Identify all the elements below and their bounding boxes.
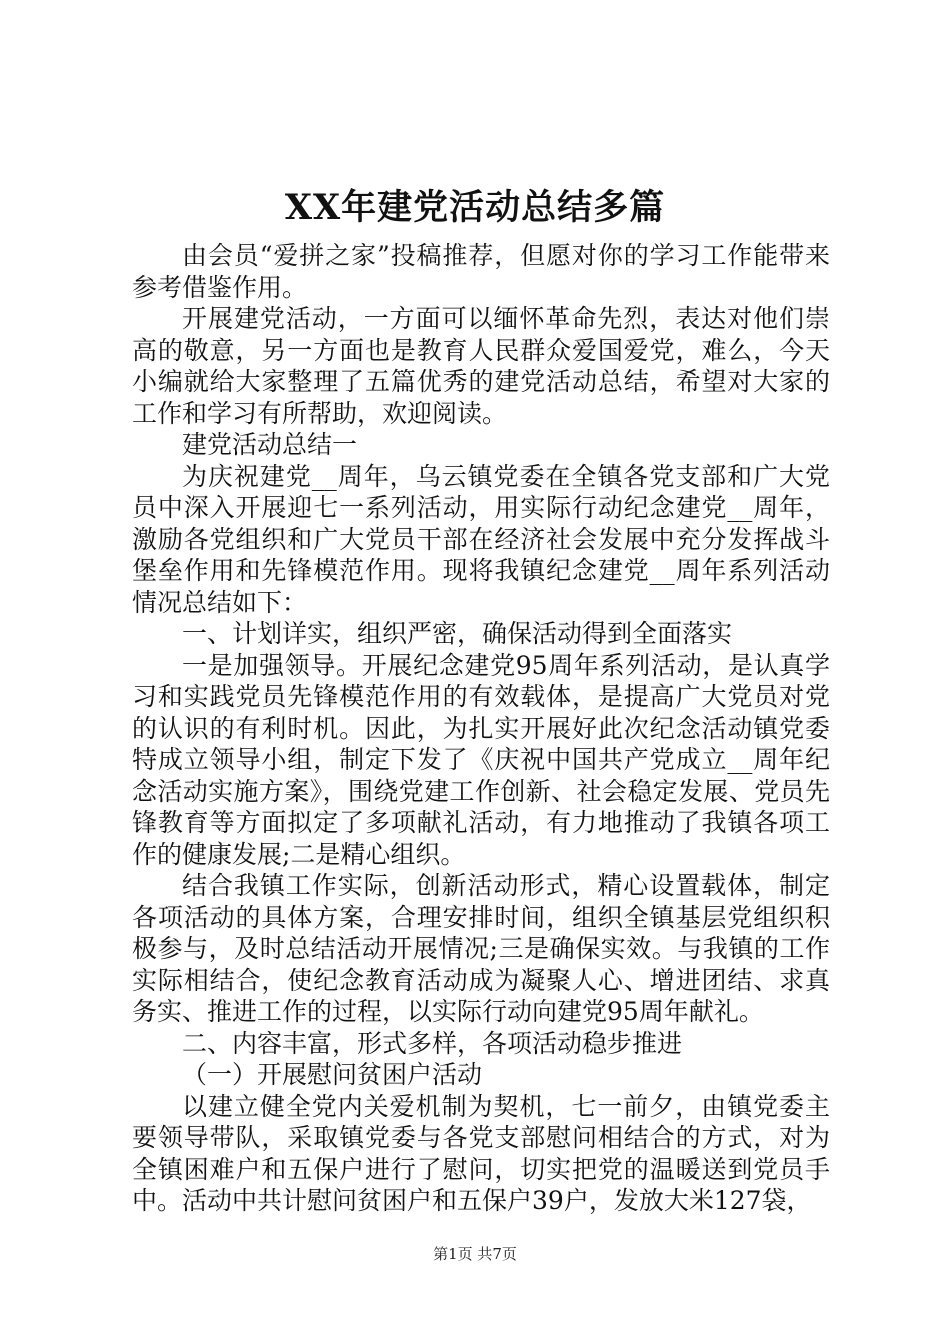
page-number-footer: 第1页 共7页 (433, 1245, 517, 1263)
paragraph-leadership: 一是加强领导。开展纪念建党95周年系列活动，是认真学习和实践党员先锋模范作用的有效载体，是提高广大党员对党的认识的有利时机。因此，为扎实开展好此次纪念活动镇党委特成立领导小组，制定下发了《庆祝中国共产党成立__周年纪念活动实施方案》，围绕党建工作创新、社会稳定发展、党员先锋教育等方面拟定了多项献礼活动，有力地推动了我镇各项工作的健康发展;二是精心组织。 (132, 650, 830, 869)
paragraph-background: 为庆祝建党__周年，乌云镇党委在全镇各党支部和广大党员中深入开展迎七一系列活动，用实际行动纪念建党__周年，激励各党组织和广大党员干部在经济社会发展中充分发挥战斗堡垒作用和先锋模范作用。现将我镇纪念建党__周年系列活动情况总结如下： (132, 461, 830, 617)
document-title: XX年建党活动总结多篇 (284, 187, 666, 228)
subsection-heading-visits: （一）开展慰问贫困户活动 (182, 1060, 483, 1089)
paragraph-preface: 开展建党活动，一方面可以缅怀革命先烈，表达对他们崇高的敬意，另一方面也是教育人民群众爱国爱党，难么，今天小编就给大家整理了五篇优秀的建党活动总结，希望对大家的工作和学习有所帮助，欢迎阅读。 (132, 304, 830, 428)
paragraph-visits: 以建立健全党内关爱机制为契机，七一前夕，由镇党委主要领导带队，采取镇党委与各党支部慰问相结合的方式，对为全镇困难户和五保户进行了慰问，切实把党的温暖送到党员手中。活动中共计慰问贫困户和五保户39户，发放大米127袋， (132, 1091, 830, 1215)
section-heading-plan: 一、计划详实，组织严密，确保活动得到全面落实 (182, 619, 733, 648)
section-heading-content: 二、内容丰富，形式多样，各项活动稳步推进 (182, 1028, 683, 1058)
paragraph-organization: 结合我镇工作实际，创新活动形式，精心设置载体，制定各项活动的具体方案，合理安排时间，组织全镇基层党组织积极参与，及时总结活动开展情况;三是确保实效。与我镇的工作实际相结合，使纪念教育活动成为凝聚人心、增进团结、求真务实、推进工作的过程，以实际行动向建党95周年献礼。 (132, 871, 830, 1026)
document-body (132, 240, 830, 1217)
section-heading-summary-one: 建党活动总结一 (182, 430, 358, 459)
paragraph-intro: 由会员“爱拼之家”投稿推荐，但愿对你的学习工作能带来参考借鉴作用。 (132, 241, 830, 302)
